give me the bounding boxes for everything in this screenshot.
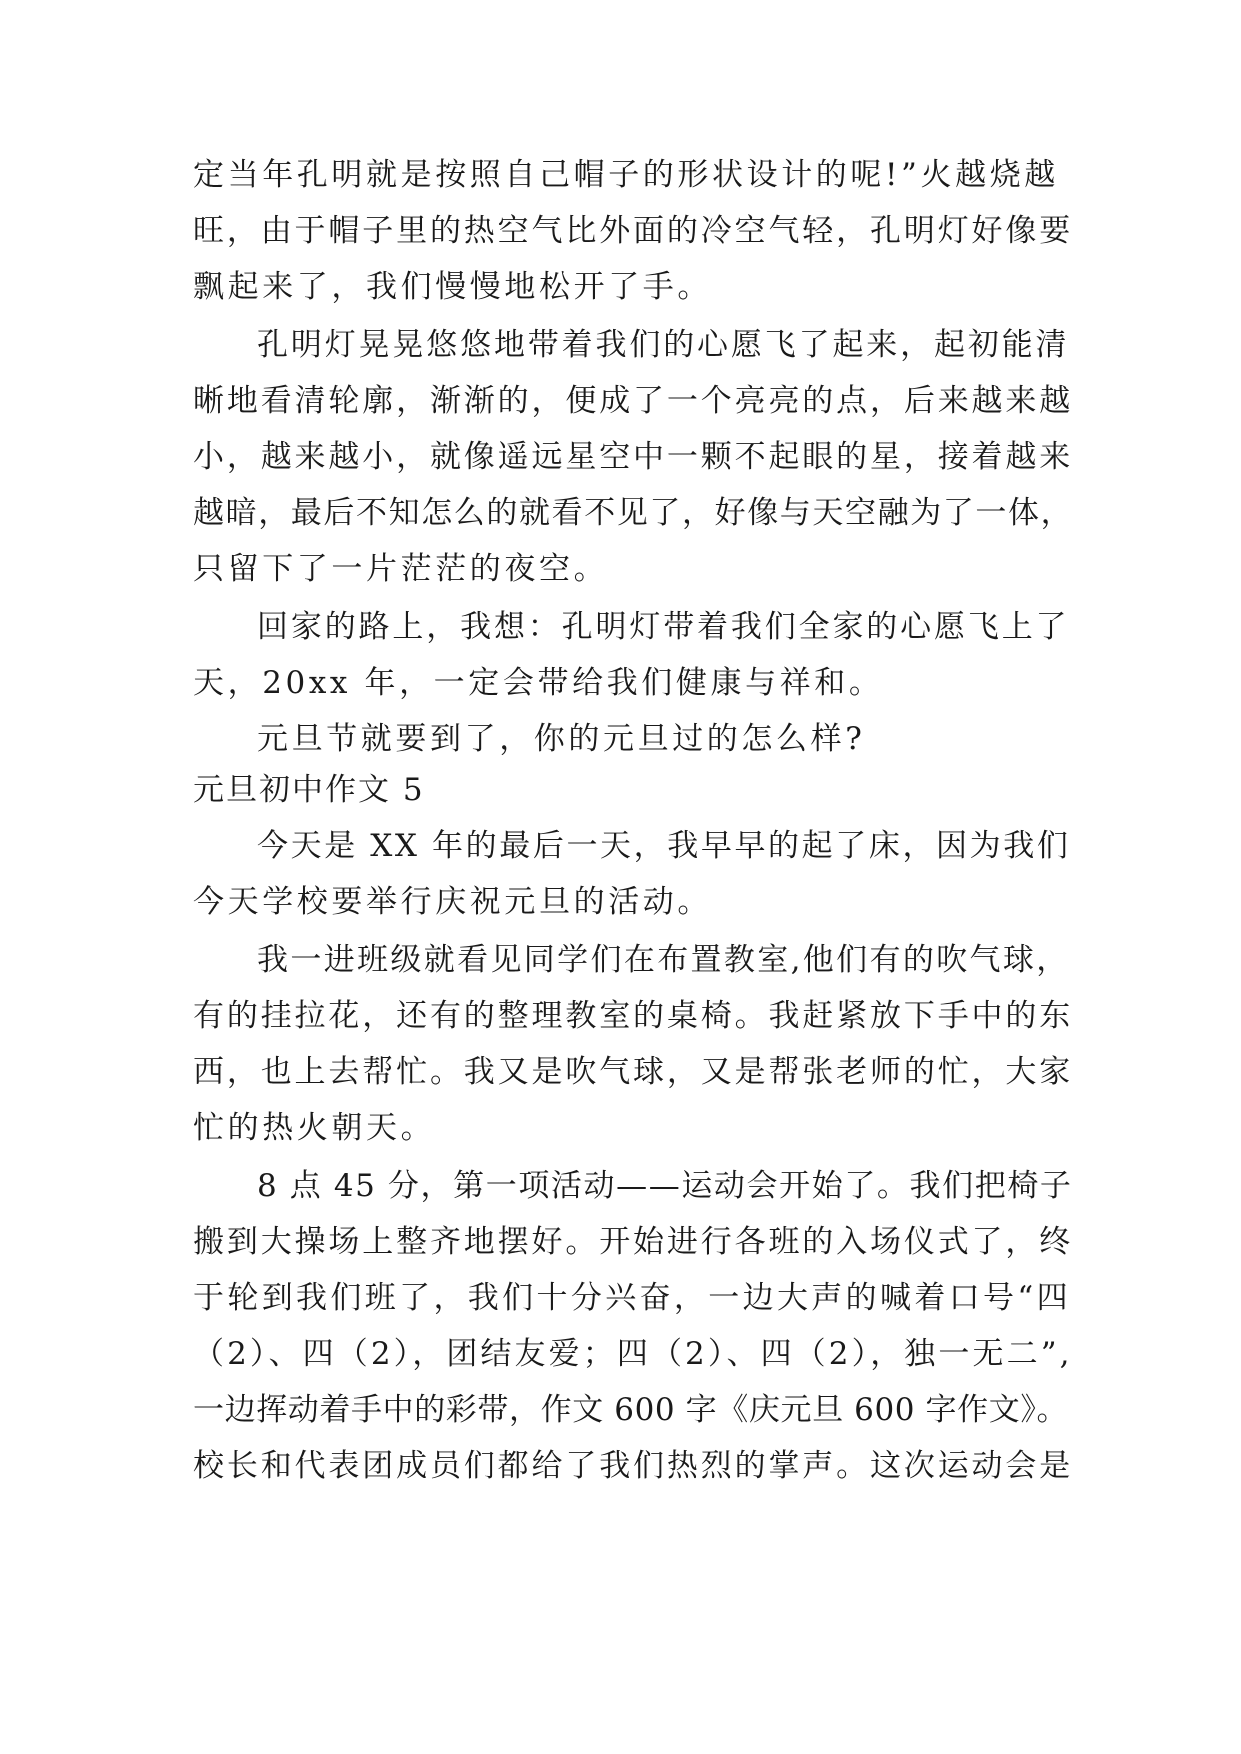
text-line: 校长和代表团成员们都给了我们热烈的掌声。这次运动会是 <box>193 1448 1074 1484</box>
paragraph-first-line: 今天是 XX 年的最后一天，我早早的起了床，因为我们 <box>257 828 1071 864</box>
paragraph-first-line: 我一进班级就看见同学们在布置教室,他们有的吹气球， <box>257 942 1070 978</box>
text-line: 忙的热火朝天。 <box>193 1110 436 1146</box>
text-line: 天，20xx 年，一定会带给我们健康与祥和。 <box>193 665 884 701</box>
text-line: 晰地看清轮廓，渐渐的，便成了一个亮亮的点，后来越来越 <box>193 383 1074 419</box>
text-line: 只留下了一片茫茫的夜空。 <box>193 551 609 587</box>
text-line: 定当年孔明就是按照自己帽子的形状设计的呢!”火越烧越 <box>193 157 1059 193</box>
section-heading: 元旦初中作文 5 <box>193 772 425 808</box>
paragraph-first-line: 8 点 45 分，第一项活动——运动会开始了。我们把椅子 <box>257 1168 1073 1204</box>
text-line: 一边挥动着手中的彩带，作文 600 字《庆元旦 600 字作文》。 <box>193 1392 1069 1428</box>
text-line: 西，也上去帮忙。我又是吹气球，又是帮张老师的忙，大家 <box>193 1054 1074 1090</box>
text-line: 飘起来了，我们慢慢地松开了手。 <box>193 269 712 305</box>
text-line: 旺，由于帽子里的热空气比外面的冷空气轻，孔明灯好像要 <box>193 213 1074 249</box>
text-line: （2）、四（2），团结友爱；四（2）、四（2），独一无二”, <box>193 1336 1073 1372</box>
text-line: 越暗，最后不知怎么的就看不见了，好像与天空融为了一体， <box>193 495 1074 531</box>
text-line: 有的挂拉花，还有的整理教室的桌椅。我赶紧放下手中的东 <box>193 998 1074 1034</box>
paragraph-first-line: 回家的路上，我想：孔明灯带着我们全家的心愿飞上了 <box>257 609 1070 645</box>
text-line: 搬到大操场上整齐地摆好。开始进行各班的入场仪式了，终 <box>193 1224 1074 1260</box>
text-line: 于轮到我们班了，我们十分兴奋，一边大声的喊着口号“四 <box>193 1280 1071 1316</box>
text-line: 今天学校要举行庆祝元旦的活动。 <box>193 884 712 920</box>
text-line: 小，越来越小，就像遥远星空中一颗不起眼的星，接着越来 <box>193 439 1074 475</box>
paragraph-first-line: 元旦节就要到了，你的元旦过的怎么样? <box>257 721 866 757</box>
paragraph-first-line: 孔明灯晃晃悠悠地带着我们的心愿飞了起来，起初能清 <box>257 327 1070 363</box>
